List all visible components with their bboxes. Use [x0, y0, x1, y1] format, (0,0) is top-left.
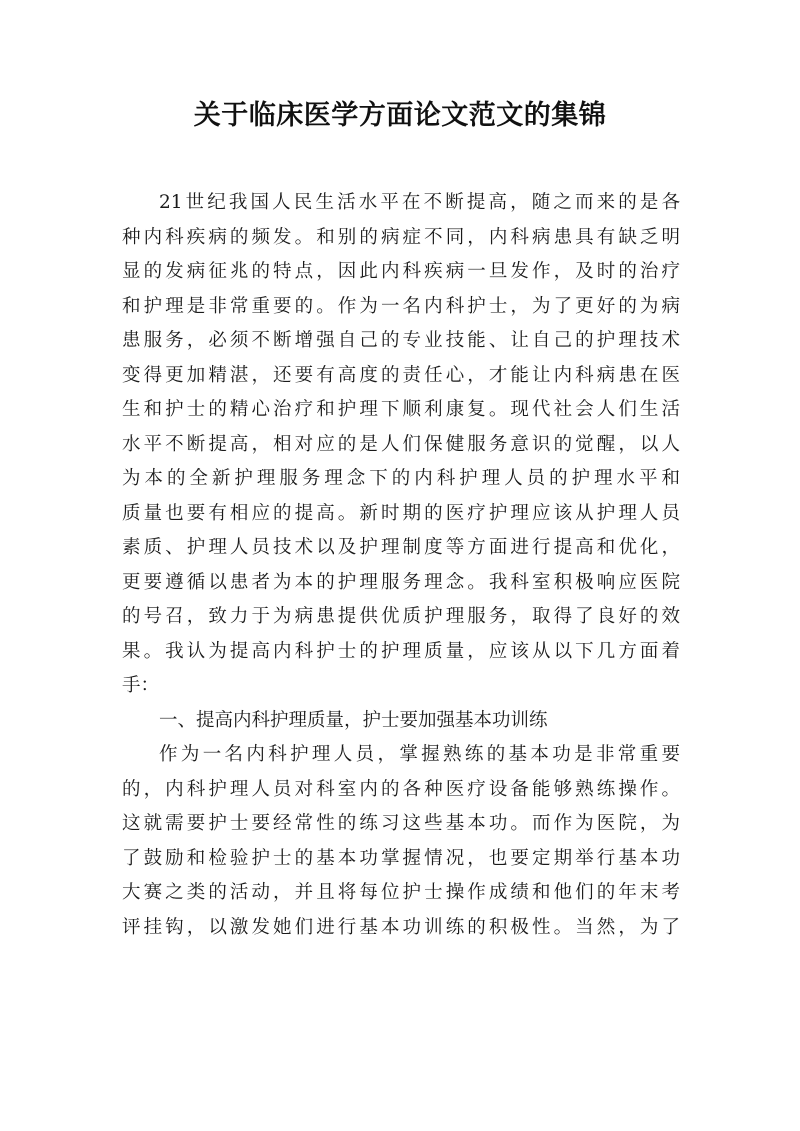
paragraph-line: 21世纪我国人民生活水平在不断提高，随之而来的是各 — [159, 192, 680, 213]
paragraph-line: 果。我认为提高内科护士的护理质量，应该从以下几方面着 — [122, 640, 680, 662]
paragraph-line: 评挂钩，以激发她们进行基本功训练的积极性。当然，为了 — [122, 916, 680, 938]
paragraph-line: 的号召，致力于为病患提供优质护理服务，取得了良好的效 — [122, 606, 680, 627]
paragraph-line: 这就需要护士要经常性的练习这些基本功。而作为医院，为 — [122, 813, 680, 834]
paragraph-line: 质量也要有相应的提高。新时期的医疗护理应该从护理人员 — [122, 502, 680, 524]
paragraph-line: 了鼓励和检验护士的基本功掌握情况，也要定期举行基本功 — [122, 847, 680, 869]
paragraph-line: 手： — [122, 675, 160, 696]
paragraph-line: 变得更加精湛，还要有高度的责任心，才能让内科病患在医 — [122, 364, 680, 386]
paragraph-line: 种内科疾病的频发。和别的病症不同，内科病患具有缺乏明 — [122, 226, 680, 248]
document-title: 关于临床医学方面论文范文的集锦 — [193, 100, 607, 131]
paragraph-line: 更要遵循以患者为本的护理服务理念。我科室积极响应医院 — [122, 571, 680, 593]
paragraph-line: 生和护士的精心治疗和护理下顺利康复。现代社会人们生活 — [122, 399, 680, 420]
paragraph-line: 的，内科护理人员对科室内的各种医疗设备能够熟练操作。 — [122, 778, 680, 800]
paragraph-line: 大赛之类的活动，并且将每位护士操作成绩和他们的年末考 — [122, 882, 680, 903]
paragraph-line: 和护理是非常重要的。作为一名内科护士，为了更好的为病 — [122, 295, 680, 317]
paragraph-line: 为本的全新护理服务理念下的内科护理人员的护理水平和 — [122, 468, 680, 489]
paragraph-line: 水平不断提高，相对应的是人们保健服务意识的觉醒，以人 — [122, 433, 680, 455]
paragraph-line: 显的发病征兆的特点，因此内科疾病一旦发作，及时的治疗 — [122, 261, 680, 282]
paragraph-line: 素质、护理人员技术以及护理制度等方面进行提高和优化， — [122, 537, 680, 558]
document-body — [122, 186, 680, 945]
paragraph-line: 作为一名内科护理人员，掌握熟练的基本功是非常重要 — [159, 744, 680, 765]
section-heading: 一、提高内科护理质量，护士要加强基本功训练 — [159, 709, 548, 731]
paragraph-line: 患服务，必须不断增强自己的专业技能、让自己的护理技术 — [122, 330, 680, 351]
